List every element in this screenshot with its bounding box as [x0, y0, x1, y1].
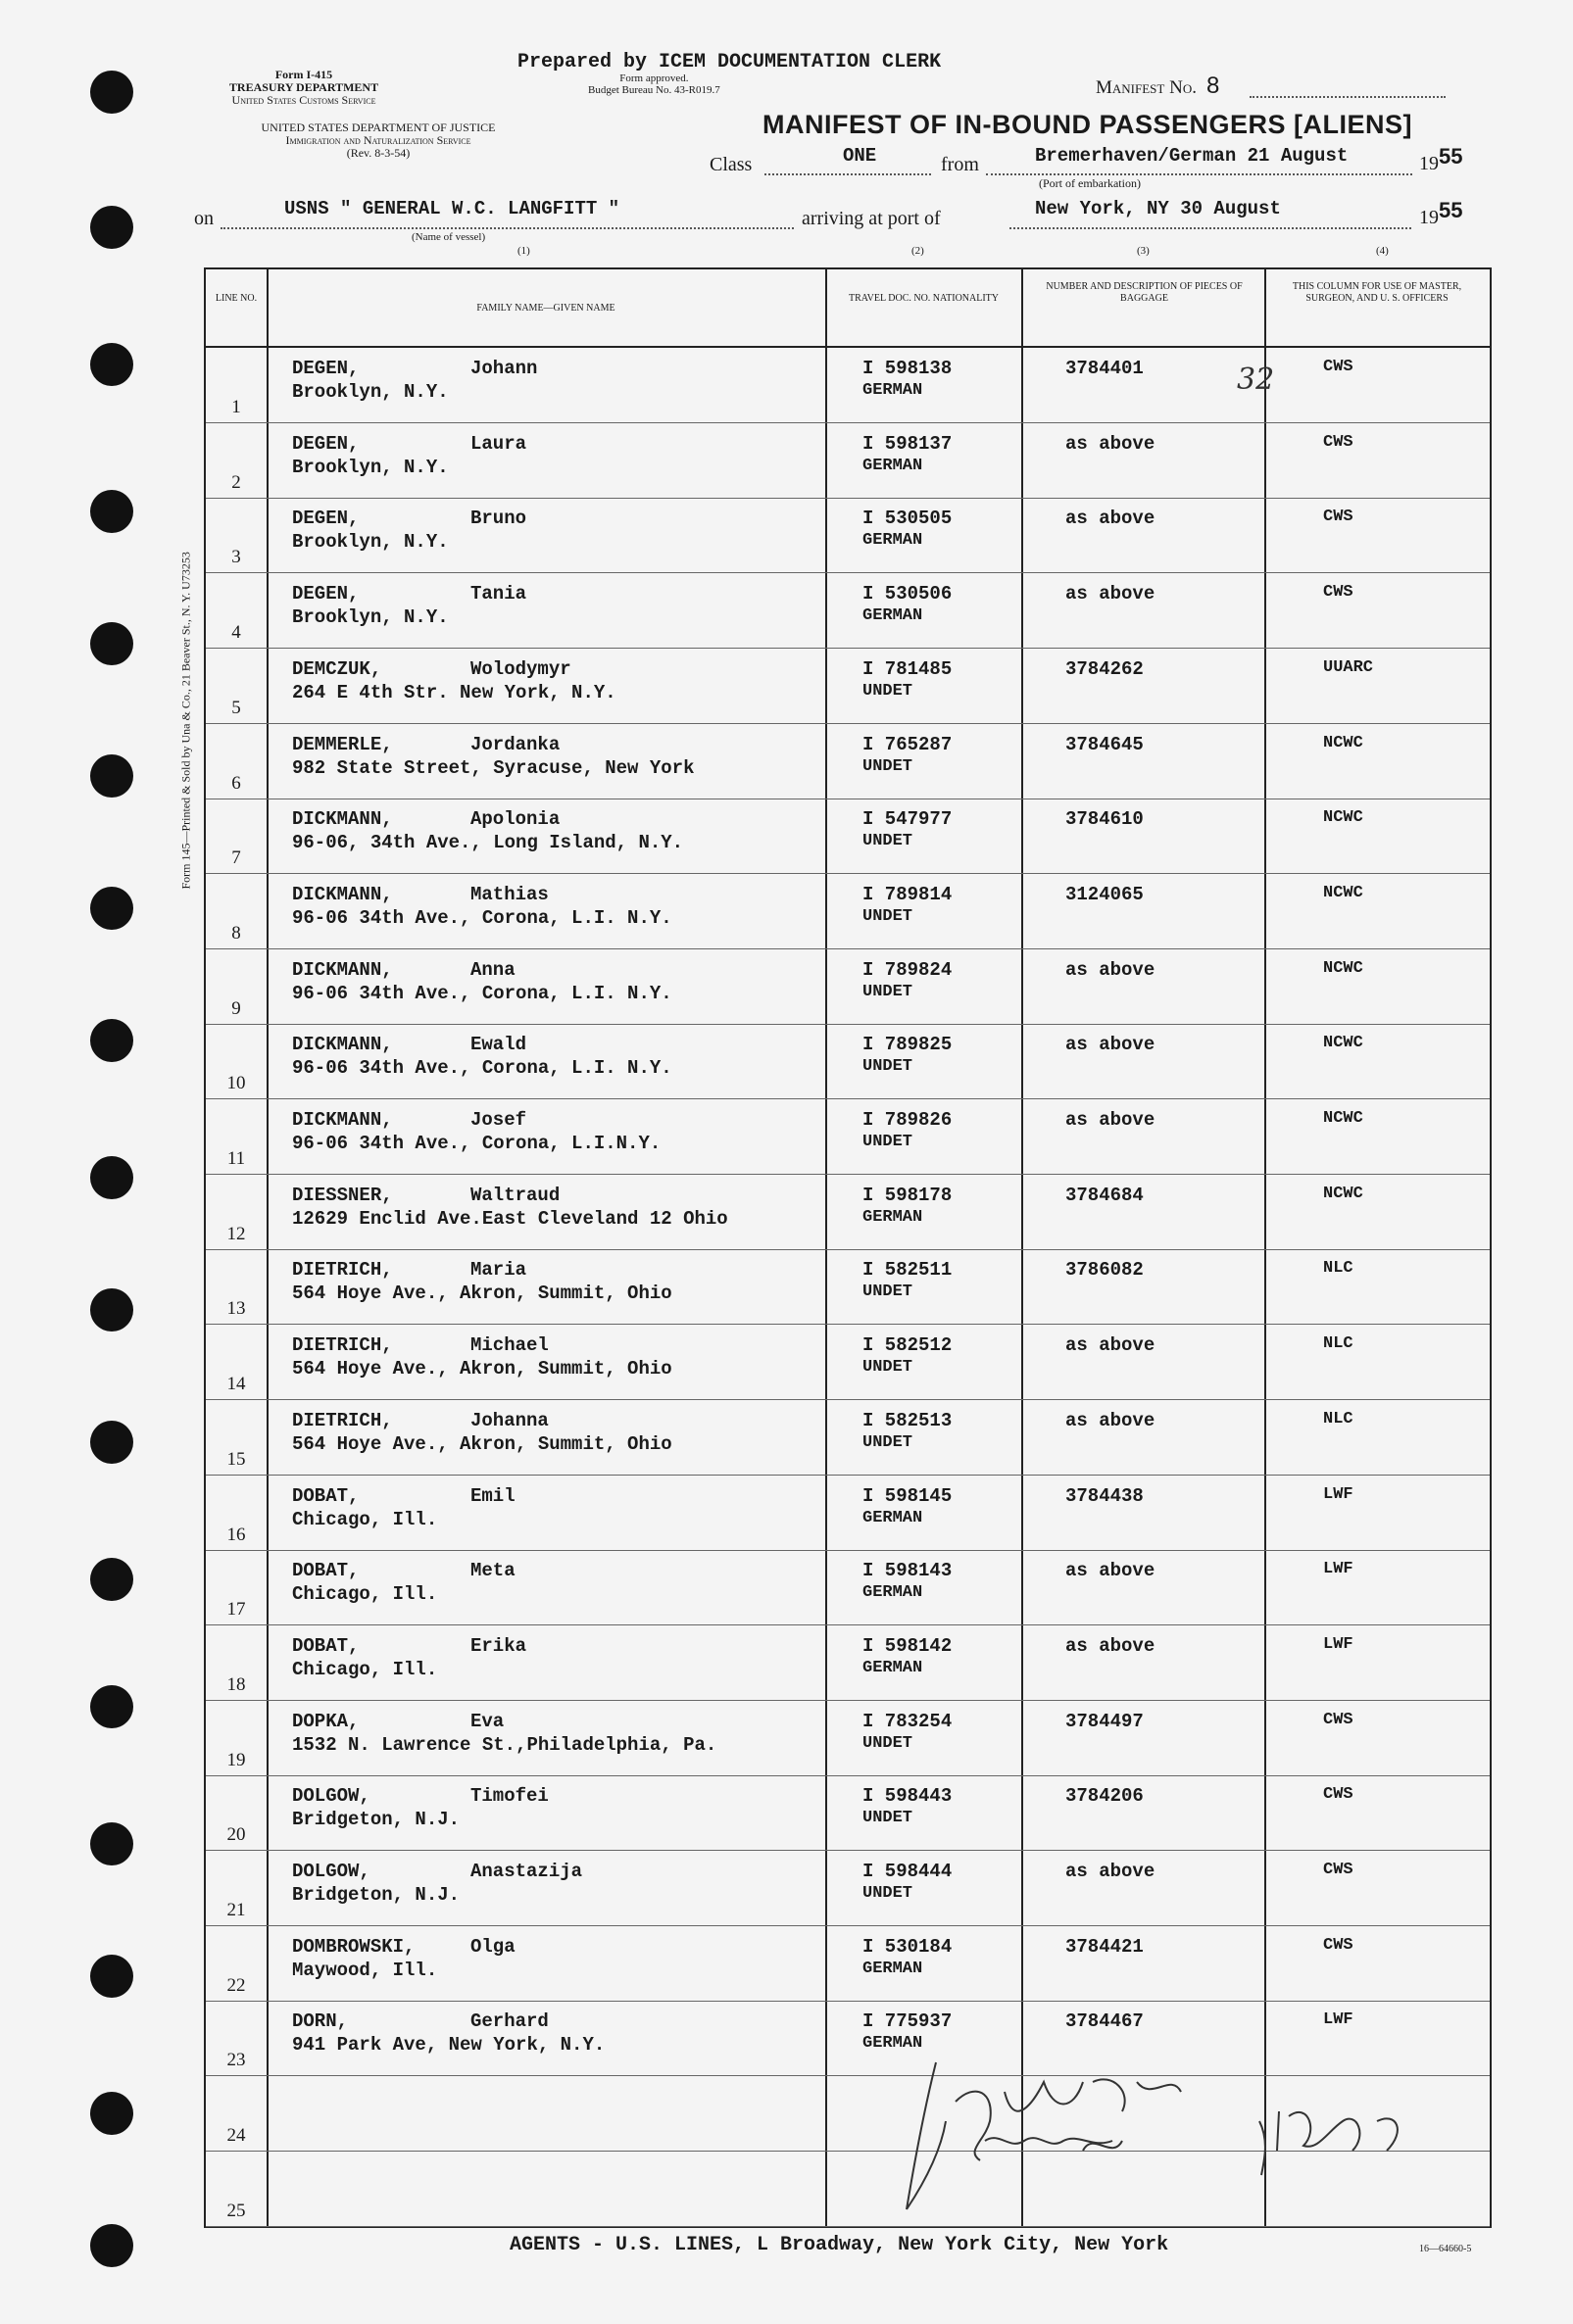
- punch-hole: [90, 1822, 133, 1865]
- travel-doc-number: I 582512: [862, 1334, 953, 1357]
- travel-doc-number: I 598444: [862, 1861, 953, 1882]
- baggage-description: as above: [1065, 958, 1155, 981]
- baggage-description: 3124065: [1065, 883, 1144, 905]
- nationality: GERMAN: [862, 1207, 923, 1227]
- year-prefix: 19: [1419, 153, 1439, 174]
- signature-clerk: [887, 2043, 1250, 2223]
- given-name: Olga: [470, 1935, 516, 1958]
- arrival-port: New York, NY 30 August: [1035, 198, 1281, 219]
- officer-code: CWS: [1323, 508, 1353, 527]
- baggage-description: as above: [1065, 1560, 1155, 1582]
- family-name: DORN,: [292, 2010, 349, 2033]
- baggage-description: as above: [1065, 1334, 1155, 1357]
- table-row: [206, 1550, 1490, 1625]
- officer-code: LWF: [1323, 2010, 1353, 2030]
- form-agency-block: [181, 69, 573, 107]
- arrival-year: [1419, 198, 1463, 229]
- manifest-number: [1096, 73, 1219, 100]
- arriving-label: arriving at port of: [802, 208, 941, 229]
- ins-service: Immigration and Naturalization Service: [285, 133, 471, 147]
- nationality: UNDET: [862, 1133, 913, 1151]
- table-row: [206, 799, 1490, 874]
- officer-code: LWF: [1323, 1634, 1353, 1654]
- justice-dept: UNITED STATES DEPARTMENT OF JUSTICE: [261, 121, 496, 134]
- line-number: 16: [226, 1524, 246, 1545]
- given-name: Meta: [470, 1560, 516, 1582]
- nationality: UNDET: [862, 1733, 913, 1753]
- punch-hole: [90, 1558, 133, 1601]
- line-number: 21: [226, 1900, 246, 1920]
- signature-clerk-svg: [887, 2043, 1250, 2219]
- budget-bureau: Budget Bureau No. 43-R019.7: [588, 84, 720, 96]
- address: 941 Park Ave, New York, N.Y.: [292, 2034, 606, 2057]
- table-row: [206, 1024, 1490, 1099]
- line-number: 22: [226, 1974, 246, 1996]
- address: 96-06 34th Ave., Corona, L.I. N.Y.: [292, 1057, 672, 1080]
- table-row: [206, 1775, 1490, 1851]
- line-number: 4: [231, 622, 241, 644]
- travel-doc-number: I 530184: [862, 1935, 953, 1958]
- nationality: GERMAN: [862, 2034, 923, 2054]
- table-row: [206, 1476, 1490, 1551]
- family-name: DEGEN,: [292, 508, 360, 530]
- revision: (Rev. 8-3-54): [346, 146, 411, 160]
- travel-doc-number: I 789824: [862, 958, 953, 981]
- table-row: [206, 348, 1490, 423]
- line-number: 11: [226, 1148, 246, 1169]
- given-name: Timofei: [470, 1785, 549, 1808]
- officer-code: LWF: [1323, 1560, 1353, 1579]
- baggage-description: 3784467: [1065, 2010, 1144, 2033]
- punch-hole: [90, 1019, 133, 1062]
- punch-hole: [90, 622, 133, 665]
- page-title: MANIFEST OF IN-BOUND PASSENGERS [ALIENS]: [762, 110, 1413, 139]
- baggage-description: 3786082: [1065, 1259, 1144, 1282]
- nationality: UNDET: [862, 756, 913, 776]
- address: Bridgeton, N.J.: [292, 1884, 461, 1906]
- address: Brooklyn, N.Y.: [292, 606, 449, 629]
- line-number: 24: [226, 2125, 246, 2147]
- form-approved: Form approved.: [619, 73, 689, 84]
- col-number: (1): [517, 245, 530, 257]
- line-number: 23: [226, 2050, 246, 2071]
- line-number: 14: [226, 1374, 246, 1395]
- given-name: Eva: [470, 1710, 505, 1732]
- punch-hole: [90, 2092, 133, 2135]
- address: Chicago, Ill.: [292, 1658, 438, 1680]
- officer-code: CWS: [1323, 432, 1353, 452]
- officer-code: CWS: [1323, 1710, 1353, 1729]
- family-name: DIETRICH,: [292, 1334, 393, 1357]
- punch-hole: [90, 1421, 133, 1464]
- manifest-table: [204, 267, 1492, 2228]
- address: 96-06 34th Ave., Corona, L.I. N.Y.: [292, 982, 672, 1004]
- nationality: GERMAN: [862, 1658, 923, 1677]
- nationality: UNDET: [862, 1432, 913, 1452]
- family-name: DICKMANN,: [292, 958, 393, 981]
- given-name: Laura: [470, 432, 527, 455]
- given-name: Waltraud: [470, 1184, 561, 1206]
- punch-hole: [90, 1955, 133, 1998]
- line-number: 20: [226, 1824, 246, 1846]
- nationality: UNDET: [862, 1884, 913, 1903]
- family-name: DICKMANN,: [292, 1109, 393, 1131]
- baggage-description: as above: [1065, 432, 1155, 455]
- given-name: Ewald: [470, 1034, 527, 1056]
- given-name: Anastazija: [470, 1861, 583, 1882]
- handwritten-mark: 32: [1237, 363, 1275, 397]
- family-name: DEGEN,: [292, 432, 360, 455]
- table-row: [206, 1625, 1490, 1701]
- family-name: DOPKA,: [292, 1710, 360, 1732]
- family-name: DIETRICH,: [292, 1409, 393, 1431]
- nationality: GERMAN: [862, 1508, 923, 1527]
- treasury-dept: TREASURY DEPARTMENT: [228, 80, 379, 94]
- family-name: DOMBROWSKI,: [292, 1935, 416, 1958]
- form-number: Form I-415: [274, 68, 333, 81]
- table-row: [206, 573, 1490, 649]
- baggage-description: as above: [1065, 1034, 1155, 1056]
- line-number: 25: [226, 2200, 246, 2221]
- line-number: 1: [231, 397, 241, 417]
- travel-doc-number: I 775937: [862, 2010, 953, 2033]
- travel-doc-number: I 547977: [862, 808, 953, 831]
- baggage-description: as above: [1065, 1861, 1155, 1882]
- class-value: ONE: [843, 145, 877, 167]
- officer-code: NLC: [1323, 1409, 1353, 1428]
- year-value: 55: [1439, 198, 1463, 222]
- family-name: DEMCZUK,: [292, 657, 382, 680]
- table-row: [206, 1926, 1490, 2002]
- nationality: GERMAN: [862, 1959, 923, 1978]
- officer-code: NCWC: [1323, 1034, 1363, 1053]
- baggage-description: 3784206: [1065, 1785, 1144, 1808]
- family-name: DIETRICH,: [292, 1259, 393, 1282]
- table-row: [206, 724, 1490, 799]
- family-name: DICKMANN,: [292, 808, 393, 831]
- table-row: [206, 423, 1490, 499]
- punch-hole: [90, 887, 133, 930]
- col-header-officers: THIS COLUMN FOR USE OF MASTER, SURGEON, AND U. S. OFFICERS: [1292, 281, 1462, 304]
- family-name: DOLGOW,: [292, 1785, 370, 1808]
- given-name: Erika: [470, 1634, 527, 1657]
- line-number: 19: [226, 1749, 246, 1770]
- officer-code: LWF: [1323, 1484, 1353, 1504]
- embark-year: [1419, 144, 1463, 175]
- travel-doc-number: I 598145: [862, 1484, 953, 1507]
- given-name: Emil: [470, 1484, 516, 1507]
- side-print: Form 145—Printed & Sold by Una & Co., 21 Beaver St., N. Y. U73253: [178, 552, 193, 890]
- customs-service: United States Customs Service: [231, 93, 376, 107]
- family-name: DOBAT,: [292, 1484, 360, 1507]
- given-name: Bruno: [470, 508, 527, 530]
- punch-hole: [90, 2224, 133, 2267]
- baggage-description: as above: [1065, 508, 1155, 530]
- table-row: [206, 498, 1490, 573]
- address: Brooklyn, N.Y.: [292, 531, 449, 554]
- prepared-by: Prepared by ICEM DOCUMENTATION CLERK: [517, 51, 942, 73]
- manifest-label: Manifest No.: [1096, 77, 1197, 98]
- col-header-name: FAMILY NAME—GIVEN NAME: [476, 303, 615, 314]
- travel-doc-number: I 765287: [862, 733, 953, 755]
- officer-code: NLC: [1323, 1259, 1353, 1279]
- address: 564 Hoye Ave., Akron, Summit, Ohio: [292, 1432, 672, 1455]
- family-name: DOBAT,: [292, 1634, 360, 1657]
- given-name: Wolodymyr: [470, 657, 571, 680]
- given-name: Johann: [470, 358, 538, 379]
- punch-hole: [90, 754, 133, 798]
- travel-doc-number: I 598137: [862, 432, 953, 455]
- given-name: Josef: [470, 1109, 527, 1131]
- officer-code: UUARC: [1323, 657, 1374, 677]
- col-header-line-no: LINE NO.: [215, 293, 258, 304]
- officer-code: NCWC: [1323, 808, 1363, 828]
- line-number: 5: [231, 697, 241, 718]
- baggage-description: 3784401: [1065, 358, 1144, 379]
- baggage-description: 3784610: [1065, 808, 1144, 831]
- family-name: DICKMANN,: [292, 1034, 393, 1056]
- travel-doc-number: I 598138: [862, 358, 953, 379]
- line-number: 2: [231, 471, 241, 493]
- officer-code: CWS: [1323, 1861, 1353, 1879]
- punch-hole: [90, 343, 133, 386]
- table-row: [206, 1325, 1490, 1400]
- nationality: UNDET: [862, 1283, 913, 1302]
- line-number: 7: [231, 847, 241, 869]
- officer-code: CWS: [1323, 1935, 1353, 1955]
- given-name: Anna: [470, 958, 516, 981]
- year-prefix: 19: [1419, 207, 1439, 228]
- address: Chicago, Ill.: [292, 1508, 438, 1530]
- col-header-baggage: NUMBER AND DESCRIPTION OF PIECES OF BAGGAGE: [1046, 281, 1243, 304]
- address: 1532 N. Lawrence St.,Philadelphia, Pa.: [292, 1733, 717, 1756]
- baggage-description: as above: [1065, 1409, 1155, 1431]
- travel-doc-number: I 530505: [862, 508, 953, 530]
- table-row: [206, 949, 1490, 1025]
- nationality: GERMAN: [862, 606, 923, 626]
- nationality: UNDET: [862, 1809, 913, 1828]
- given-name: Tania: [470, 583, 527, 605]
- address: Maywood, Ill.: [292, 1959, 438, 1981]
- officer-code: NCWC: [1323, 883, 1363, 902]
- officer-code: CWS: [1323, 583, 1353, 603]
- line-number: 18: [226, 1673, 246, 1695]
- line-number: 9: [231, 997, 241, 1019]
- travel-doc-number: I 781485: [862, 657, 953, 680]
- address: Chicago, Ill.: [292, 1583, 438, 1606]
- given-name: Jordanka: [470, 733, 561, 755]
- address: 96-06 34th Ave., Corona, L.I.N.Y.: [292, 1133, 662, 1154]
- nationality: GERMAN: [862, 381, 923, 400]
- footer-agents: AGENTS - U.S. LINES, L Broadway, New York City, New York: [510, 2234, 1169, 2256]
- travel-doc-number: I 598143: [862, 1560, 953, 1582]
- given-name: Mathias: [470, 883, 549, 905]
- nationality: UNDET: [862, 906, 913, 926]
- punch-hole: [90, 1288, 133, 1331]
- address: 264 E 4th Str. New York, N.Y.: [292, 681, 616, 703]
- address: Brooklyn, N.Y.: [292, 381, 449, 403]
- on-label: on: [194, 208, 214, 229]
- punch-hole: [90, 1156, 133, 1199]
- baggage-description: as above: [1065, 1109, 1155, 1131]
- table-row: [206, 1175, 1490, 1250]
- footer-form-code: 16—64660-5: [1419, 2244, 1472, 2254]
- col-header-travel-doc: TRAVEL DOC. NO. NATIONALITY: [848, 293, 1000, 304]
- from-label: from: [941, 154, 979, 175]
- officer-code: NCWC: [1323, 733, 1363, 752]
- address: 96-06, 34th Ave., Long Island, N.Y.: [292, 832, 684, 854]
- table-row: [206, 2001, 1490, 2076]
- travel-doc-number: I 582513: [862, 1409, 953, 1431]
- line-number: 3: [231, 547, 241, 568]
- given-name: Gerhard: [470, 2010, 549, 2033]
- given-name: Johanna: [470, 1409, 549, 1431]
- line-number: 6: [231, 772, 241, 794]
- travel-doc-number: I 598443: [862, 1785, 953, 1808]
- nationality: UNDET: [862, 1358, 913, 1378]
- nationality: UNDET: [862, 681, 913, 701]
- nationality: UNDET: [862, 982, 913, 1001]
- baggage-description: 3784438: [1065, 1484, 1144, 1507]
- manifest-value: 8: [1205, 73, 1220, 99]
- table-row: [206, 649, 1490, 724]
- port-embarkation-caption: (Port of embarkation): [1039, 176, 1141, 190]
- table-row: [206, 1701, 1490, 1776]
- family-name: DIESSNER,: [292, 1184, 393, 1206]
- baggage-description: as above: [1065, 583, 1155, 605]
- line-number: 17: [226, 1599, 246, 1621]
- address: 982 State Street, Syracuse, New York: [292, 756, 695, 779]
- baggage-description: 3784684: [1065, 1184, 1144, 1206]
- baggage-description: as above: [1065, 1634, 1155, 1657]
- col-number: (3): [1137, 245, 1150, 257]
- year-value: 55: [1439, 144, 1463, 169]
- given-name: Michael: [470, 1334, 549, 1357]
- line-number: 10: [226, 1073, 246, 1094]
- form-approved-block: [588, 73, 720, 96]
- col-number: (4): [1376, 245, 1389, 257]
- from-value: Bremerhaven/German 21 August: [1035, 145, 1349, 167]
- line-number: 8: [231, 922, 241, 944]
- address: 564 Hoye Ave., Akron, Summit, Ohio: [292, 1358, 672, 1380]
- nationality: UNDET: [862, 832, 913, 851]
- table-row: [206, 1851, 1490, 1926]
- address: 564 Hoye Ave., Akron, Summit, Ohio: [292, 1283, 672, 1305]
- officer-code: NCWC: [1323, 958, 1363, 978]
- travel-doc-number: I 582511: [862, 1259, 953, 1282]
- family-name: DEGEN,: [292, 358, 360, 379]
- nationality: GERMAN: [862, 1583, 923, 1603]
- family-name: DEMMERLE,: [292, 733, 393, 755]
- vessel-name: USNS " GENERAL W.C. LANGFITT ": [284, 198, 620, 219]
- travel-doc-number: I 789825: [862, 1034, 953, 1056]
- family-name: DOBAT,: [292, 1560, 360, 1582]
- officer-code: CWS: [1323, 358, 1353, 376]
- justice-block: [192, 121, 565, 160]
- col-number: (2): [911, 245, 924, 257]
- officer-code: NLC: [1323, 1334, 1353, 1354]
- travel-doc-number: I 789826: [862, 1109, 953, 1131]
- table-row: [206, 874, 1490, 949]
- name-of-vessel-caption: (Name of vessel): [412, 231, 486, 243]
- baggage-description: 3784497: [1065, 1710, 1144, 1732]
- line-number: 12: [226, 1223, 246, 1244]
- signature-officer: [1250, 2092, 1446, 2184]
- travel-doc-number: I 598178: [862, 1184, 953, 1206]
- travel-doc-number: I 783254: [862, 1710, 953, 1732]
- address: 96-06 34th Ave., Corona, L.I. N.Y.: [292, 906, 672, 929]
- line-number: 15: [226, 1448, 246, 1470]
- family-name: DOLGOW,: [292, 1861, 370, 1882]
- officer-code: CWS: [1323, 1785, 1353, 1805]
- address: Bridgeton, N.J.: [292, 1809, 461, 1831]
- family-name: DICKMANN,: [292, 883, 393, 905]
- travel-doc-number: I 789814: [862, 883, 953, 905]
- punch-hole: [90, 1685, 133, 1728]
- travel-doc-number: I 598142: [862, 1634, 953, 1657]
- punch-hole: [90, 490, 133, 533]
- table-row: [206, 1249, 1490, 1325]
- given-name: Maria: [470, 1259, 527, 1282]
- line-number: 13: [226, 1298, 246, 1320]
- nationality: UNDET: [862, 1057, 913, 1077]
- family-name: DEGEN,: [292, 583, 360, 605]
- baggage-description: 3784262: [1065, 657, 1144, 680]
- travel-doc-number: I 530506: [862, 583, 953, 605]
- baggage-description: 3784645: [1065, 733, 1144, 755]
- nationality: GERMAN: [862, 531, 923, 551]
- officer-code: NCWC: [1323, 1109, 1363, 1128]
- address: 12629 Enclid Ave.East Cleveland 12 Ohio: [292, 1207, 728, 1230]
- punch-hole: [90, 206, 133, 249]
- signature-officer-svg: [1250, 2092, 1446, 2180]
- table-row: [206, 1400, 1490, 1476]
- officer-code: NCWC: [1323, 1184, 1363, 1203]
- table-row: [206, 1099, 1490, 1175]
- address: Brooklyn, N.Y.: [292, 456, 449, 478]
- given-name: Apolonia: [470, 808, 561, 831]
- nationality: GERMAN: [862, 456, 923, 475]
- class-label: Class: [710, 154, 753, 175]
- baggage-description: 3784421: [1065, 1935, 1144, 1958]
